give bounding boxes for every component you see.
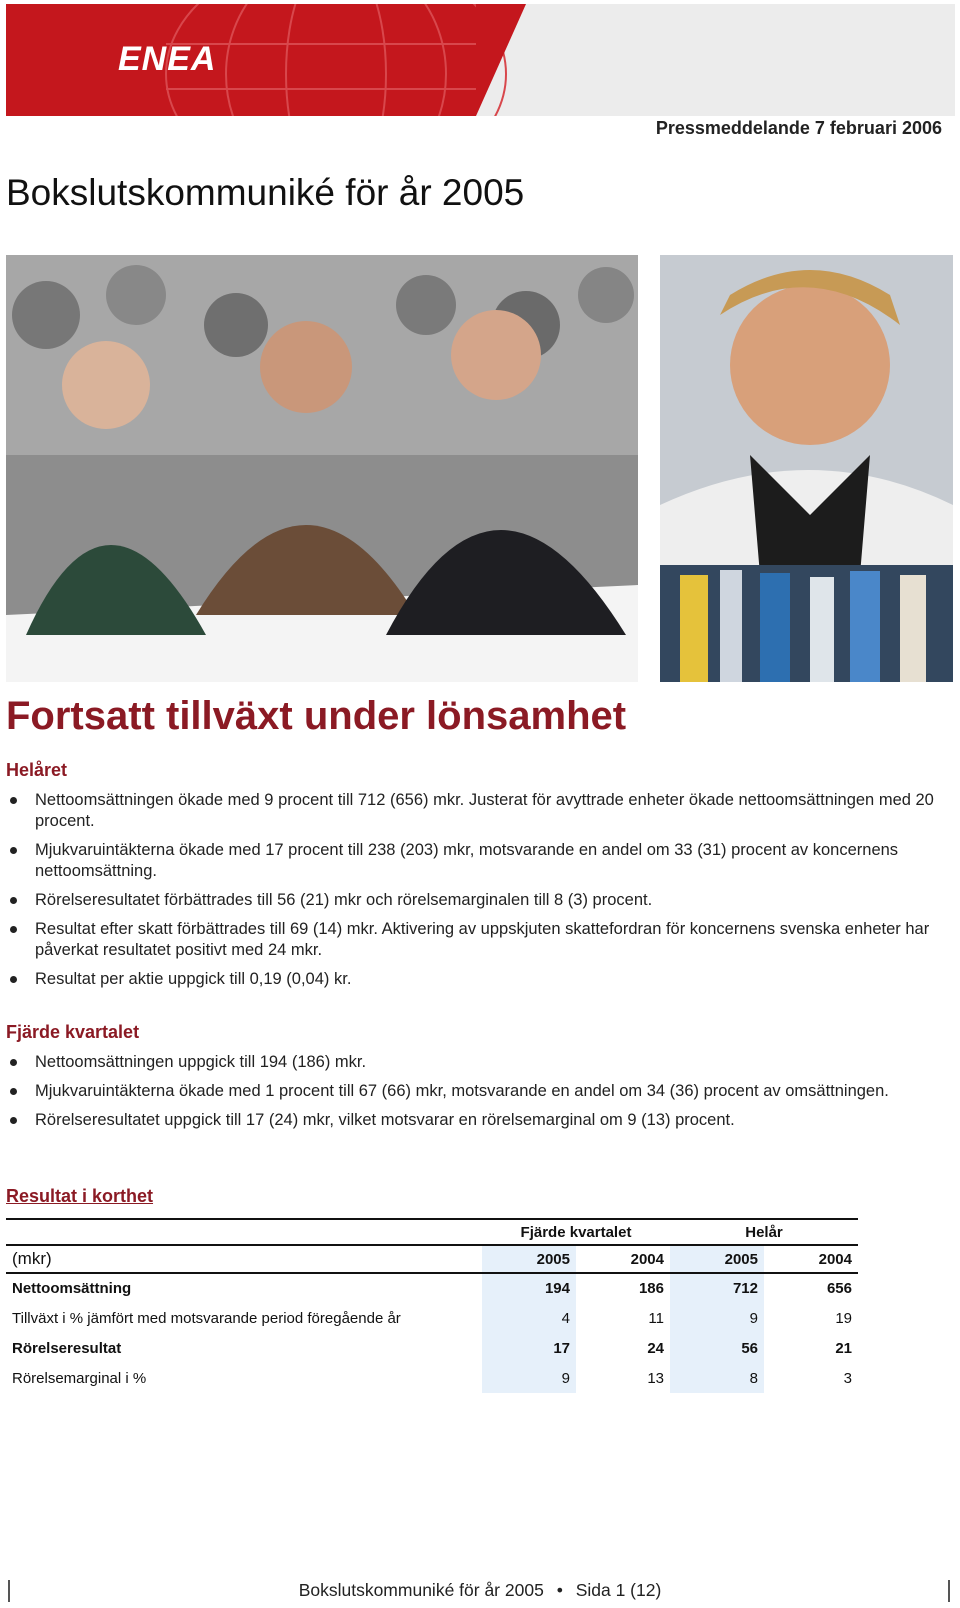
- page-footer: [0, 1580, 960, 1601]
- year-header: 2004: [764, 1245, 858, 1273]
- table-header-row: [6, 1245, 858, 1273]
- bullet-dot-icon: [10, 897, 17, 904]
- year-header: 2005: [670, 1245, 764, 1273]
- bullet-dot-icon: [10, 797, 17, 804]
- table-row: Rörelseresultat 17 24 56 21: [6, 1333, 858, 1363]
- section-heading-q4: Fjärde kvartalet: [6, 1022, 140, 1042]
- bullet-dot-icon: [10, 847, 17, 854]
- group-label-year: Helår: [670, 1219, 858, 1245]
- bullet-dot-icon: [10, 1059, 17, 1066]
- year-header: 2005: [482, 1245, 576, 1273]
- list-item: Rörelseresultatet uppgick till 17 (24) mkr, vilket motsvarar en rörelsemarginal om 9 (13) procent.: [6, 1110, 936, 1131]
- bullet-dot-icon: [10, 976, 17, 983]
- photo-smiling-man-books: [660, 255, 953, 682]
- bullet-dot-icon: [10, 926, 17, 933]
- year-header: 2004: [576, 1245, 670, 1273]
- unit-label: (mkr): [6, 1245, 482, 1273]
- table-row: Tillväxt i % jämfört med motsvarande period föregående år 4 11 9 19: [6, 1303, 858, 1333]
- photo-three-employees: [6, 255, 638, 682]
- full-year-bullets: [6, 790, 936, 998]
- table-row: Rörelsemarginal i % 9 13 8 3: [6, 1363, 858, 1393]
- list-item: Mjukvaruintäkterna ökade med 17 procent till 238 (203) mkr, motsvarande en andel om 33 (31) procent av koncernens nettoomsättning.: [6, 840, 936, 882]
- header-banner: [6, 4, 955, 116]
- table-group-header: [6, 1219, 858, 1245]
- summary-table: [6, 1218, 858, 1393]
- q4-bullets: [6, 1052, 936, 1139]
- bullet-dot-icon: [10, 1088, 17, 1095]
- list-item: Rörelseresultatet förbättrades till 56 (21) mkr och rörelsemarginalen till 8 (3) procent.: [6, 890, 936, 911]
- bullet-dot-icon: [10, 1117, 17, 1124]
- section-heading-summary: Resultat i korthet: [6, 1186, 154, 1206]
- list-item: Mjukvaruintäkterna ökade med 1 procent till 67 (66) mkr, motsvarande en andel om 34 (36) procent av omsättningen.: [6, 1081, 936, 1102]
- list-item: Resultat efter skatt förbättrades till 69 (14) mkr. Aktivering av uppskjuten skattefordran för koncernens svenska enheter har påverkat resultatet positivt med 24 mkr.: [6, 919, 936, 961]
- group-label-q4: Fjärde kvartalet: [482, 1219, 670, 1245]
- list-item: Nettoomsättningen ökade med 9 procent till 712 (656) mkr. Justerat för avyttrade enheter ökade nettoomsättningen med 20 procent.: [6, 790, 936, 832]
- table-row: Nettoomsättning 194 186 712 656: [6, 1273, 858, 1303]
- press-release-date: Pressmeddelande 7 februari 2006: [655, 118, 942, 138]
- section-heading-full-year: Helåret: [6, 760, 68, 780]
- document-title: Bokslutskommuniké för år 2005: [6, 172, 525, 213]
- list-item: Resultat per aktie uppgick till 0,19 (0,04) kr.: [6, 969, 936, 990]
- footer-page-number: Sida 1 (12): [575, 1580, 662, 1600]
- enea-logo: ENEA: [118, 40, 217, 78]
- list-item: Nettoomsättningen uppgick till 194 (186) mkr.: [6, 1052, 936, 1073]
- footer-separator: •: [556, 1580, 563, 1600]
- footer-title: Bokslutskommuniké för år 2005: [298, 1580, 544, 1600]
- headline: Fortsatt tillväxt under lönsamhet: [6, 694, 627, 738]
